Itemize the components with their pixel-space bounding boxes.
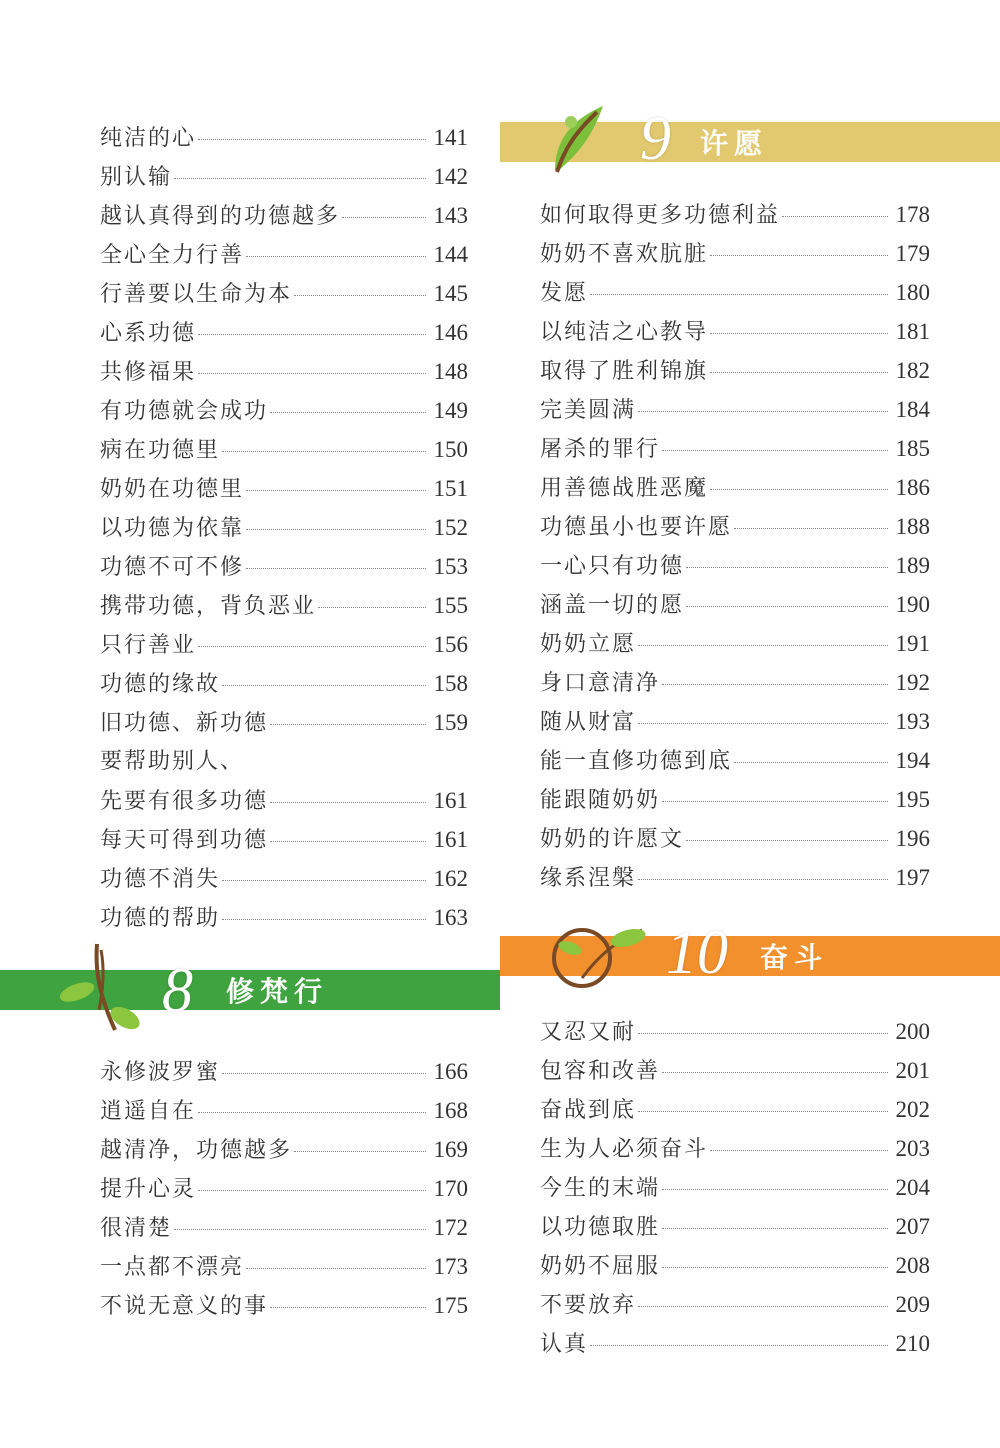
toc-entry[interactable] bbox=[100, 313, 468, 352]
toc-entry[interactable] bbox=[100, 274, 468, 313]
toc-entry[interactable] bbox=[100, 1169, 468, 1208]
dot-leader bbox=[318, 607, 425, 608]
toc-entry[interactable] bbox=[100, 781, 468, 820]
toc-entry-title: 奶奶立愿 bbox=[540, 632, 637, 657]
toc-entry[interactable] bbox=[100, 586, 468, 625]
toc-entry-page: 143 bbox=[433, 203, 468, 228]
toc-entry[interactable] bbox=[100, 1130, 468, 1169]
toc-entry-title: 携带功德，背负恶业 bbox=[100, 594, 317, 619]
toc-entry-title: 奶奶不喜欢肮脏 bbox=[540, 242, 709, 267]
dot-leader bbox=[686, 567, 887, 568]
toc-entry-page: 145 bbox=[433, 281, 468, 306]
leaf-icon bbox=[55, 940, 150, 1035]
toc-entry-page: 170 bbox=[433, 1176, 468, 1201]
toc-entry-page: 179 bbox=[895, 241, 930, 266]
dot-leader bbox=[662, 450, 887, 451]
leaf-icon bbox=[545, 98, 615, 178]
dot-leader bbox=[198, 373, 425, 374]
toc-entry-page: 200 bbox=[895, 1019, 930, 1044]
toc-entry-page: 203 bbox=[895, 1136, 930, 1161]
toc-entry-title: 以功德为依靠 bbox=[100, 516, 245, 541]
dot-leader bbox=[174, 1229, 425, 1230]
toc-entry-title: 又忍又耐 bbox=[540, 1020, 637, 1045]
toc-entry-page: 152 bbox=[433, 515, 468, 540]
toc-entry[interactable] bbox=[100, 547, 468, 586]
toc-entry-page: 156 bbox=[433, 632, 468, 657]
dot-leader bbox=[270, 841, 425, 842]
toc-entry-title: 用善德战胜恶魔 bbox=[540, 476, 709, 501]
toc-entry[interactable] bbox=[100, 1208, 468, 1247]
dot-leader bbox=[198, 1190, 425, 1191]
dot-leader bbox=[710, 489, 887, 490]
section-number: 10 bbox=[666, 919, 728, 987]
toc-entry-title: 行善要以生命为本 bbox=[100, 282, 293, 307]
toc-entry[interactable] bbox=[540, 351, 930, 390]
toc-entry[interactable] bbox=[100, 157, 468, 196]
toc-entry[interactable] bbox=[540, 1090, 930, 1129]
toc-entry[interactable] bbox=[100, 1247, 468, 1286]
toc-entry-title: 越清净，功德越多 bbox=[100, 1138, 293, 1163]
toc-entry-title: 功德不可不修 bbox=[100, 555, 245, 580]
section-title: 许愿 bbox=[700, 127, 769, 160]
toc-entry-title: 有功德就会成功 bbox=[100, 399, 269, 424]
dot-leader bbox=[638, 879, 887, 880]
toc-entry-title: 永修波罗蜜 bbox=[100, 1060, 221, 1085]
toc-entry-title: 逍遥自在 bbox=[100, 1099, 197, 1124]
toc-entry[interactable] bbox=[540, 1207, 930, 1246]
toc-entry[interactable] bbox=[100, 820, 468, 859]
toc-entry[interactable] bbox=[540, 429, 930, 468]
toc-entry[interactable] bbox=[540, 1246, 930, 1285]
toc-entry-title: 随从财富 bbox=[540, 710, 637, 735]
toc-entry[interactable] bbox=[540, 468, 930, 507]
toc-entry-page: 208 bbox=[895, 1253, 930, 1278]
toc-entry-title: 身口意清净 bbox=[540, 671, 661, 696]
toc-entry-page: 196 bbox=[895, 826, 930, 851]
toc-entry[interactable] bbox=[540, 663, 930, 702]
toc-entry-title: 越认真得到的功德越多 bbox=[100, 204, 341, 229]
toc-entry-title: 生为人必须奋斗 bbox=[540, 1137, 709, 1162]
dot-leader bbox=[710, 1150, 887, 1151]
toc-entry-title: 缘系涅槃 bbox=[540, 866, 637, 891]
toc-entry[interactable] bbox=[540, 234, 930, 273]
toc-entry-page: 182 bbox=[895, 358, 930, 383]
dot-leader bbox=[222, 451, 425, 452]
toc-entry-page: 209 bbox=[895, 1292, 930, 1317]
toc-entry[interactable] bbox=[100, 235, 468, 274]
toc-entry-title: 奶奶在功德里 bbox=[100, 477, 245, 502]
toc-entry-title: 能一直修功德到底 bbox=[540, 749, 733, 774]
dot-leader bbox=[686, 840, 887, 841]
toc-entry-title: 很清楚 bbox=[100, 1216, 173, 1241]
toc-entry-title: 心系功德 bbox=[100, 321, 197, 346]
toc-entry-title: 先要有很多功德 bbox=[100, 789, 269, 814]
toc-entry-page: 148 bbox=[433, 359, 468, 384]
dot-leader bbox=[638, 1111, 887, 1112]
toc-entry[interactable] bbox=[540, 273, 930, 312]
toc-column-left-top bbox=[100, 118, 468, 937]
toc-entry-page: 181 bbox=[895, 319, 930, 344]
toc-entry-page: 150 bbox=[433, 437, 468, 462]
dot-leader bbox=[198, 139, 425, 140]
toc-entry[interactable] bbox=[540, 858, 930, 897]
toc-entry-page: 193 bbox=[895, 709, 930, 734]
toc-entry-page: 197 bbox=[895, 865, 930, 890]
dot-leader bbox=[638, 411, 887, 412]
dot-leader bbox=[734, 528, 887, 529]
dot-leader bbox=[662, 1267, 887, 1268]
dot-leader bbox=[222, 880, 425, 881]
toc-entry-title: 如何取得更多功德利益 bbox=[540, 203, 781, 228]
toc-entry-page: 166 bbox=[433, 1059, 468, 1084]
leaf-icon bbox=[542, 918, 652, 993]
dot-leader bbox=[686, 606, 887, 607]
dot-leader bbox=[638, 645, 887, 646]
toc-entry-title: 要帮助别人、 bbox=[100, 749, 245, 774]
toc-entry-page: 159 bbox=[433, 710, 468, 735]
dot-leader bbox=[270, 724, 425, 725]
toc-entry[interactable] bbox=[540, 1324, 930, 1363]
toc-entry-title: 以功德取胜 bbox=[540, 1215, 661, 1240]
toc-entry-title: 一心只有功德 bbox=[540, 554, 685, 579]
toc-column-left-bottom bbox=[100, 1052, 468, 1325]
toc-entry[interactable] bbox=[100, 1052, 468, 1091]
dot-leader bbox=[638, 1306, 887, 1307]
toc-entry-page: 162 bbox=[433, 866, 468, 891]
toc-entry-page: 149 bbox=[433, 398, 468, 423]
toc-entry-title: 全心全力行善 bbox=[100, 243, 245, 268]
toc-entry-page: 175 bbox=[433, 1293, 468, 1318]
toc-entry[interactable] bbox=[540, 819, 930, 858]
toc-entry-page: 161 bbox=[433, 827, 468, 852]
toc-entry-page: 201 bbox=[895, 1058, 930, 1083]
dot-leader bbox=[246, 256, 425, 257]
toc-entry-page: 195 bbox=[895, 787, 930, 812]
toc-entry-title: 每天可得到功德 bbox=[100, 828, 269, 853]
dot-leader bbox=[662, 801, 887, 802]
toc-entry-title: 奶奶的许愿文 bbox=[540, 827, 685, 852]
dot-leader bbox=[662, 684, 887, 685]
toc-entry-page: 142 bbox=[433, 164, 468, 189]
dot-leader bbox=[782, 216, 887, 217]
toc-entry[interactable] bbox=[540, 702, 930, 741]
toc-entry[interactable] bbox=[100, 898, 468, 937]
toc-entry[interactable] bbox=[100, 1286, 468, 1325]
dot-leader bbox=[222, 1073, 425, 1074]
toc-entry-title: 不说无意义的事 bbox=[100, 1294, 269, 1319]
toc-entry-title: 旧功德、新功德 bbox=[100, 711, 269, 736]
toc-entry[interactable] bbox=[540, 195, 930, 234]
dot-leader bbox=[662, 1228, 887, 1229]
toc-entry-title: 功德不消失 bbox=[100, 867, 221, 892]
toc-entry-title: 功德的帮助 bbox=[100, 906, 221, 931]
toc-entry[interactable] bbox=[540, 741, 930, 780]
toc-entry-title: 完美圆满 bbox=[540, 398, 637, 423]
toc-entry-title: 能跟随奶奶 bbox=[540, 788, 661, 813]
toc-entry[interactable] bbox=[540, 507, 930, 546]
toc-entry-title: 纯洁的心 bbox=[100, 126, 197, 151]
toc-entry-page: 153 bbox=[433, 554, 468, 579]
dot-leader bbox=[270, 802, 425, 803]
toc-entry-page: 172 bbox=[433, 1215, 468, 1240]
dot-leader bbox=[222, 685, 425, 686]
toc-entry[interactable] bbox=[100, 469, 468, 508]
toc-entry-page: 141 bbox=[433, 125, 468, 150]
toc-entry-title: 今生的末端 bbox=[540, 1176, 661, 1201]
dot-leader bbox=[294, 1151, 425, 1152]
dot-leader bbox=[662, 1072, 887, 1073]
toc-entry-page: 168 bbox=[433, 1098, 468, 1123]
toc-column-right-bottom bbox=[540, 1012, 930, 1363]
toc-entry-title: 奶奶不屈服 bbox=[540, 1254, 661, 1279]
toc-entry-title: 包容和改善 bbox=[540, 1059, 661, 1084]
dot-leader bbox=[590, 1345, 887, 1346]
toc-entry[interactable] bbox=[540, 1168, 930, 1207]
toc-entry-page: 190 bbox=[895, 592, 930, 617]
toc-entry[interactable] bbox=[100, 664, 468, 703]
dot-leader bbox=[198, 1112, 425, 1113]
dot-leader bbox=[246, 529, 425, 530]
dot-leader bbox=[638, 1033, 887, 1034]
dot-leader bbox=[270, 412, 425, 413]
toc-entry-title: 共修福果 bbox=[100, 360, 197, 385]
dot-leader bbox=[174, 178, 425, 179]
toc-entry-title: 病在功德里 bbox=[100, 438, 221, 463]
toc-entry-page: 144 bbox=[433, 242, 468, 267]
toc-entry-page: 169 bbox=[433, 1137, 468, 1162]
toc-column-right-top bbox=[540, 195, 930, 897]
dot-leader bbox=[710, 255, 887, 256]
toc-entry[interactable] bbox=[540, 585, 930, 624]
toc-entry-title: 取得了胜利锦旗 bbox=[540, 359, 709, 384]
toc-entry-page: 207 bbox=[895, 1214, 930, 1239]
toc-entry-title: 别认输 bbox=[100, 165, 173, 190]
section-title: 修梵行 bbox=[226, 975, 329, 1008]
toc-entry-page: 204 bbox=[895, 1175, 930, 1200]
toc-entry[interactable] bbox=[540, 390, 930, 429]
toc-entry-page: 178 bbox=[895, 202, 930, 227]
toc-entry-page: 155 bbox=[433, 593, 468, 618]
toc-entry-page: 173 bbox=[433, 1254, 468, 1279]
toc-entry-page: 185 bbox=[895, 436, 930, 461]
dot-leader bbox=[710, 372, 887, 373]
section-number: 8 bbox=[162, 957, 193, 1025]
toc-entry-title: 只行善业 bbox=[100, 633, 197, 658]
toc-entry-page: 194 bbox=[895, 748, 930, 773]
section-title: 奋斗 bbox=[760, 941, 829, 974]
toc-entry[interactable] bbox=[100, 703, 468, 742]
dot-leader bbox=[734, 762, 887, 763]
toc-entry[interactable] bbox=[540, 1129, 930, 1168]
dot-leader bbox=[198, 646, 425, 647]
dot-leader bbox=[270, 1307, 425, 1308]
toc-entry[interactable] bbox=[100, 118, 468, 157]
toc-entry-page: 158 bbox=[433, 671, 468, 696]
toc-entry-page: 163 bbox=[433, 905, 468, 930]
dot-leader bbox=[638, 723, 887, 724]
toc-entry[interactable] bbox=[540, 1051, 930, 1090]
toc-entry-page: 191 bbox=[895, 631, 930, 656]
section-number: 9 bbox=[640, 105, 671, 173]
dot-leader bbox=[294, 295, 425, 296]
toc-entry-page: 180 bbox=[895, 280, 930, 305]
dot-leader bbox=[198, 334, 425, 335]
toc-entry-page: 202 bbox=[895, 1097, 930, 1122]
toc-entry[interactable] bbox=[100, 352, 468, 391]
toc-entry[interactable] bbox=[540, 780, 930, 819]
dot-leader bbox=[222, 919, 425, 920]
toc-entry-page: 188 bbox=[895, 514, 930, 539]
dot-leader bbox=[246, 490, 425, 491]
toc-entry[interactable] bbox=[100, 508, 468, 547]
toc-entry-page: 161 bbox=[433, 788, 468, 813]
toc-entry-title: 功德的缘故 bbox=[100, 672, 221, 697]
toc-entry-title: 功德虽小也要许愿 bbox=[540, 515, 733, 540]
toc-entry-page: 146 bbox=[433, 320, 468, 345]
toc-entry[interactable] bbox=[540, 546, 930, 585]
toc-entry-page: 192 bbox=[895, 670, 930, 695]
toc-entry[interactable] bbox=[100, 742, 468, 781]
toc-entry[interactable] bbox=[100, 391, 468, 430]
dot-leader bbox=[246, 568, 425, 569]
toc-entry-page: 189 bbox=[895, 553, 930, 578]
dot-leader bbox=[342, 217, 425, 218]
toc-entry-title: 屠杀的罪行 bbox=[540, 437, 661, 462]
toc-entry[interactable] bbox=[100, 625, 468, 664]
toc-entry[interactable] bbox=[100, 1091, 468, 1130]
toc-entry[interactable] bbox=[100, 430, 468, 469]
toc-entry-page: 184 bbox=[895, 397, 930, 422]
toc-entry-page: 186 bbox=[895, 475, 930, 500]
dot-leader bbox=[590, 294, 887, 295]
dot-leader bbox=[710, 333, 887, 334]
dot-leader bbox=[662, 1189, 887, 1190]
toc-entry[interactable] bbox=[540, 1285, 930, 1324]
dot-leader bbox=[246, 1268, 425, 1269]
toc-entry-page: 151 bbox=[433, 476, 468, 501]
toc-entry-title: 发愿 bbox=[540, 281, 589, 306]
toc-entry-title: 一点都不漂亮 bbox=[100, 1255, 245, 1280]
toc-entry-page: 210 bbox=[895, 1331, 930, 1356]
toc-entry-title: 提升心灵 bbox=[100, 1177, 197, 1202]
toc-entry[interactable] bbox=[540, 312, 930, 351]
toc-entry[interactable] bbox=[100, 196, 468, 235]
toc-entry[interactable] bbox=[540, 1012, 930, 1051]
toc-entry-title: 以纯洁之心教导 bbox=[540, 320, 709, 345]
toc-entry-title: 奋战到底 bbox=[540, 1098, 637, 1123]
toc-entry[interactable] bbox=[100, 859, 468, 898]
toc-entry[interactable] bbox=[540, 624, 930, 663]
toc-entry-title: 不要放弃 bbox=[540, 1293, 637, 1318]
toc-entry-title: 认真 bbox=[540, 1332, 589, 1357]
toc-entry-title: 涵盖一切的愿 bbox=[540, 593, 685, 618]
